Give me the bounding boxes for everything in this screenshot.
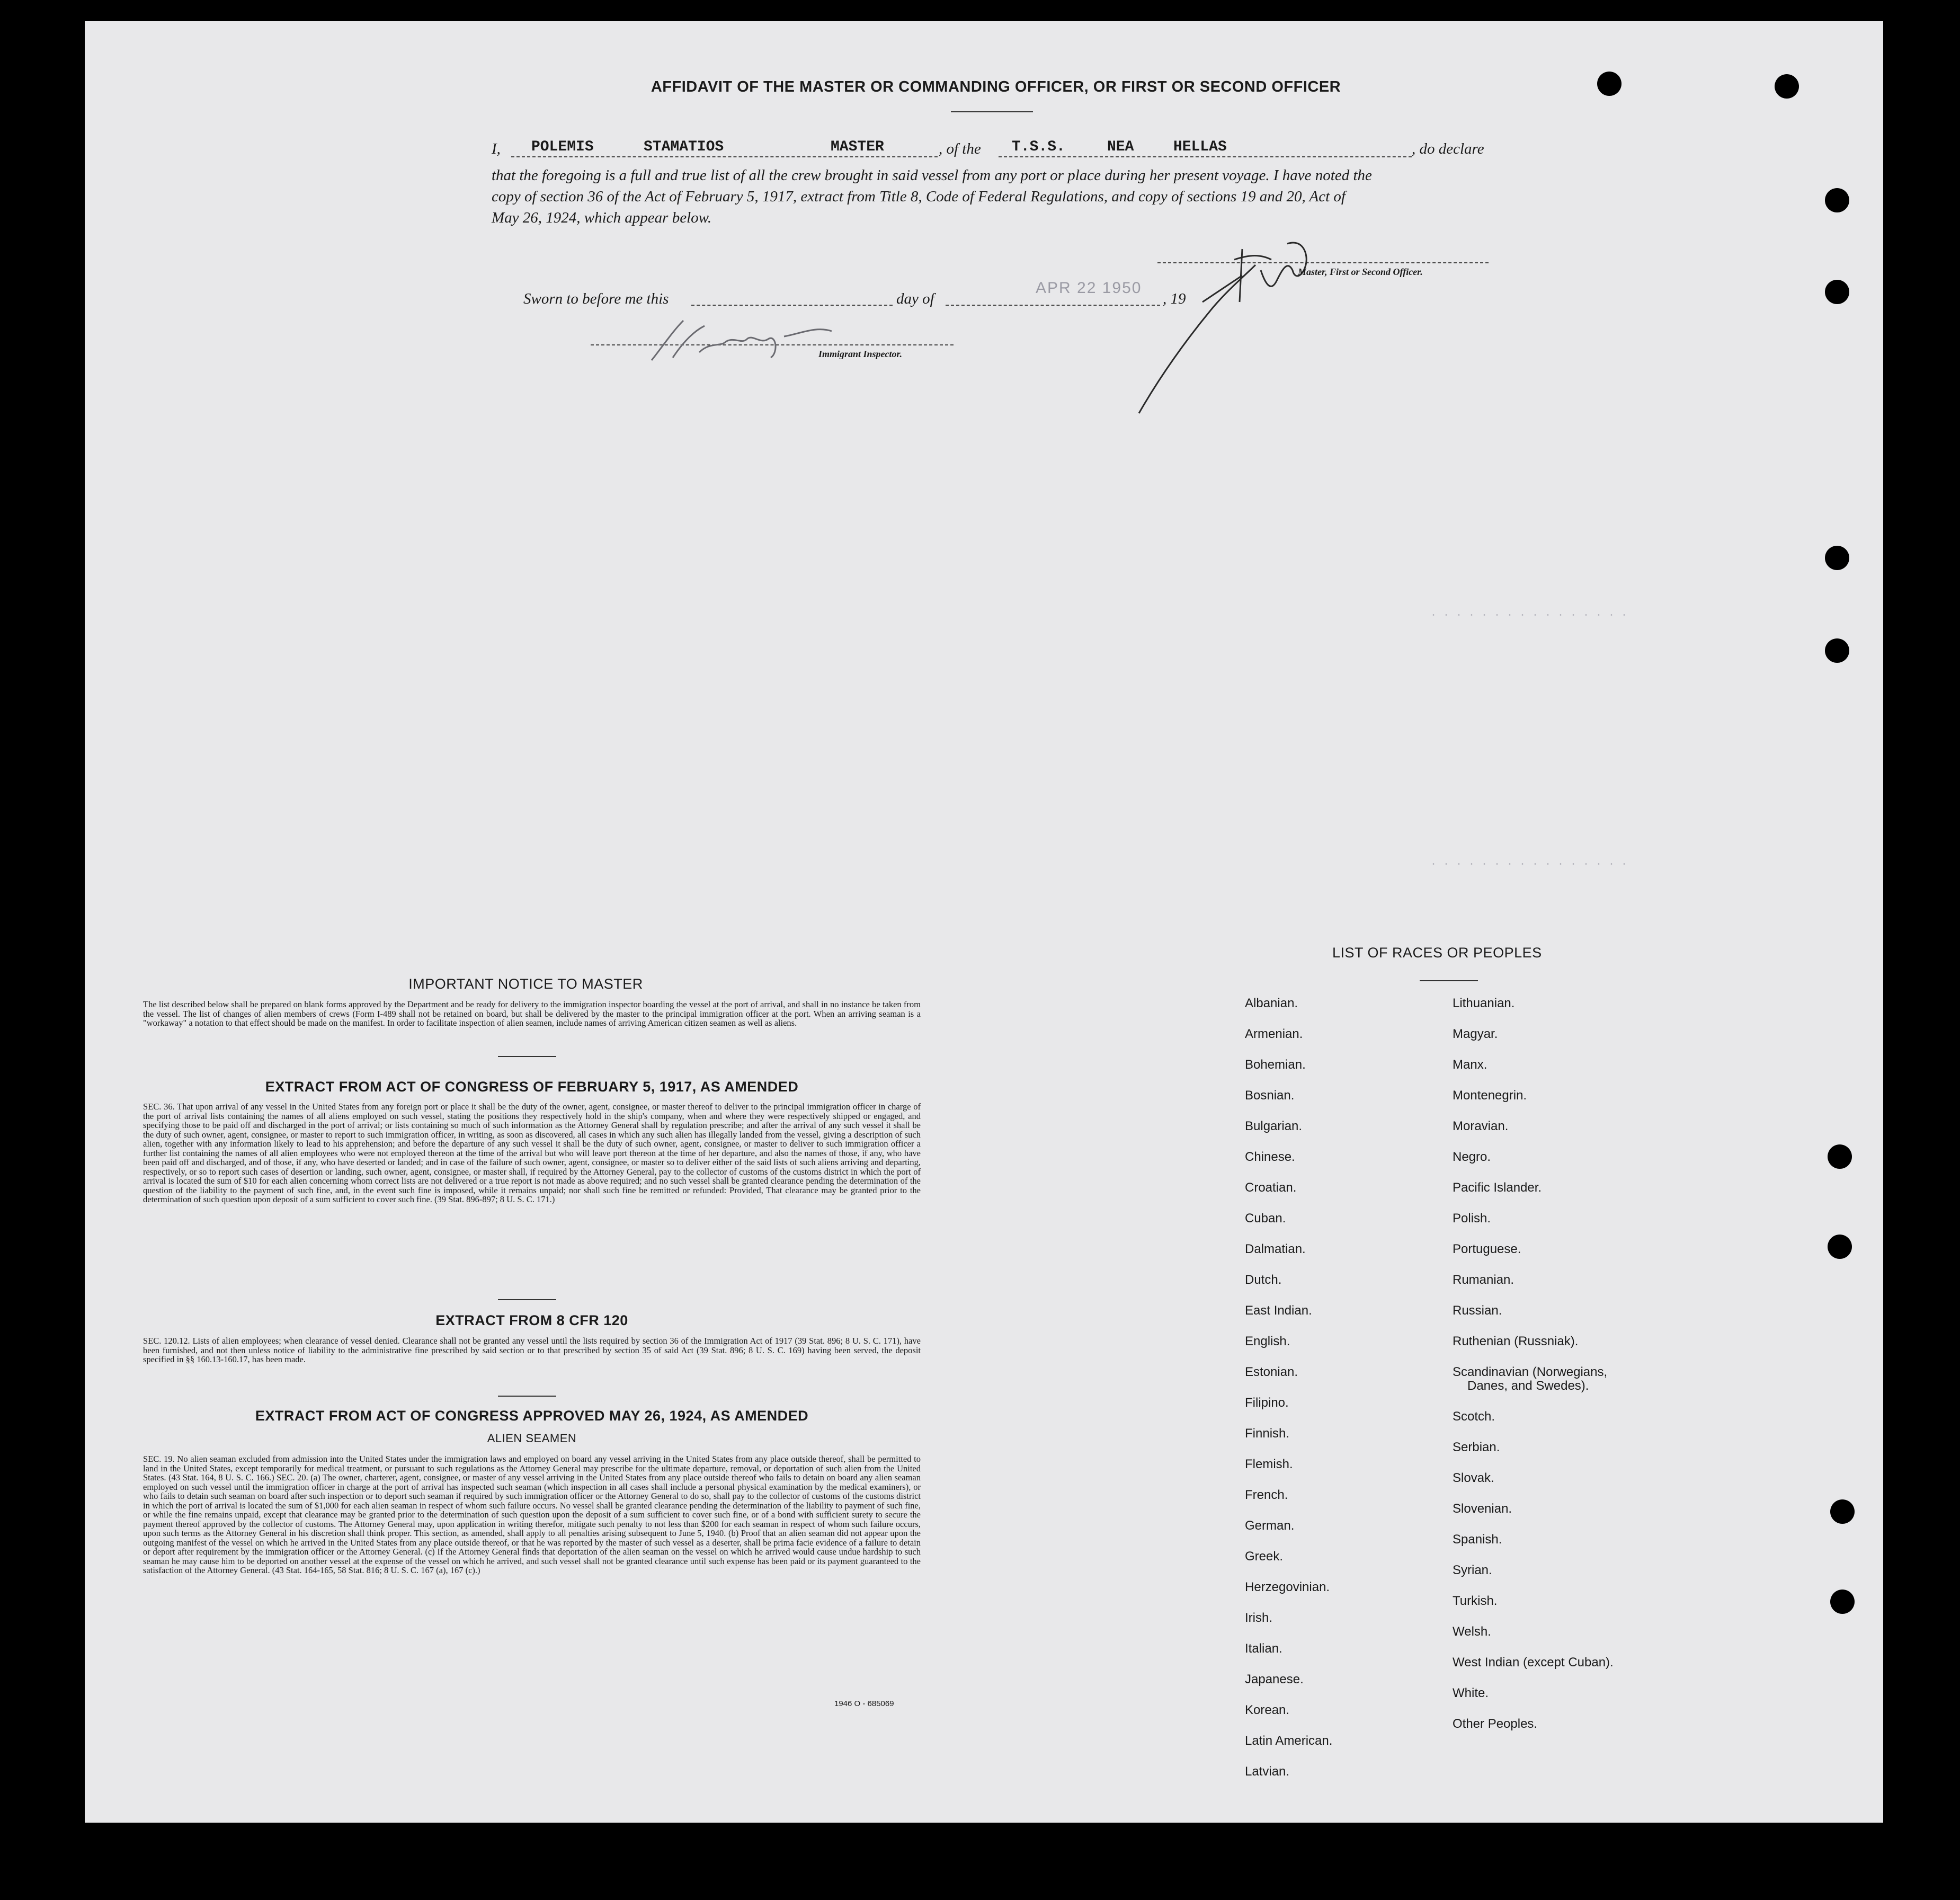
- master-name-line: [511, 156, 938, 157]
- extract-cfr-text: SEC. 120.12. Lists of alien employees; when clearance of vessel denied. Clearance shall not be granted any vessel until the lists required by section 36 of the Immigration Act of 1917 (39 Stat. 896; 8 U. S. C. 171), have been furnished, and not then unless notice of liability to the administrative fine prescribed by said section or to that prescribed by section 35 of said Act (39 Stat. 896; 8 U. S. C. 169) having been served, the deposit specified in §§ 160.13-160.17, has been made.: [143, 1336, 921, 1364]
- race-item: English.: [1245, 1334, 1290, 1348]
- punch-hole: [1597, 72, 1622, 96]
- punch-hole: [1825, 188, 1849, 212]
- extract-1917-text: SEC. 36. That upon arrival of any vessel in the United States from any foreign port or place it shall be the duty of the owner, agent, consignee, or master thereof to deliver to the principal immigration officer in charge of the port of arrival lists containing the names of all aliens employed on such vessel, stating the positions they respectively hold in the ship's company, when and where they were respectively shipped or engaged, and specifying those to be paid off and discharged in the port of arrival; or lists containing so much of such information as the Attorney General shall by regulation prescribe; and after the arrival of any such vessel it shall be the duty of such owner, agent, consignee, or master to report to such immigration officer, in writing, as soon as discovered, all cases in which any such alien has illegally landed from the vessel, giving a description of such alien, together with any information likely to lead to his apprehension; and before the departure of any such vessel it shall be the duty of such owner, agent, consignee, or master to deliver to such immigration officer a further list containing the names of all alien employees who were not employed thereon at the time of the arrival but who will leave port thereon at the time of her departure, and also the names of those, if any, who have been paid off and discharged, and of those, if any, who have deserted or landed; and in case of the failure of such owner, agent, consignee, or master so to deliver either of the said lists of such aliens arriving and departing, respectively, or so to report such cases of desertion or landing, such owner, agent, consignee, or master shall, if required by the Attorney General, pay to the collector of customs of the customs district in which the port of arrival is located the sum of $10 for each alien concerning whom correct lists are not delivered or a true report is not made as above required; and no such vessel shall be granted clearance pending the determination of the question of the liability to the payment of such fine, and, in the event such fine is imposed, while it remains unpaid; nor shall such fine be remitted or refunded: Provided, That clearance may be granted prior to the determination of such question upon deposit of a sum sufficient to cover such fine. (39 Stat. 896-897; 8 U. S. C. 171.): [143, 1102, 921, 1204]
- punch-hole: [1828, 1144, 1852, 1169]
- punch-hole: [1775, 74, 1799, 99]
- extract-1917-divider: [498, 1299, 556, 1300]
- race-item: Turkish.: [1453, 1594, 1498, 1608]
- punch-hole: [1825, 280, 1849, 304]
- race-item: Magyar.: [1453, 1027, 1498, 1041]
- race-item: Italian.: [1245, 1641, 1282, 1656]
- race-item: Spanish.: [1453, 1532, 1502, 1547]
- race-item: Estonian.: [1245, 1365, 1298, 1379]
- race-item: Dutch.: [1245, 1273, 1282, 1287]
- race-item: German.: [1245, 1519, 1295, 1533]
- extract-cfr-divider: [498, 1396, 556, 1397]
- race-item: Pacific Islander.: [1453, 1180, 1542, 1195]
- race-item: Filipino.: [1245, 1396, 1289, 1410]
- extract-1924-subheading: ALIEN SEAMEN: [487, 1432, 577, 1445]
- race-item: Rumanian.: [1453, 1273, 1514, 1287]
- race-item: Slovak.: [1453, 1471, 1494, 1485]
- race-item: Syrian.: [1453, 1563, 1492, 1577]
- of-the-label: , of the: [939, 140, 981, 157]
- race-item: Welsh.: [1453, 1624, 1491, 1639]
- race-item: Other Peoples.: [1453, 1717, 1538, 1731]
- declaration-body-line3: May 26, 1924, which appear below.: [492, 209, 712, 226]
- inspector-signature: [641, 310, 853, 374]
- punch-hole: [1830, 1499, 1855, 1524]
- master-name-first: POLEMIS: [531, 139, 594, 155]
- race-item: Serbian.: [1453, 1440, 1500, 1454]
- vessel-name-second: HELLAS: [1173, 139, 1227, 155]
- day-of-label: day of: [896, 290, 934, 307]
- race-item: Moravian.: [1453, 1119, 1509, 1133]
- race-item: Herzegovinian.: [1245, 1580, 1330, 1594]
- race-item: Portuguese.: [1453, 1242, 1521, 1256]
- master-name-second: STAMATIOS: [644, 139, 724, 155]
- notice-divider: [498, 1056, 556, 1057]
- inspector-caption: Immigrant Inspector.: [818, 349, 903, 359]
- races-divider: [1420, 980, 1478, 981]
- punch-hole: [1825, 638, 1849, 663]
- declaration-body-line2: copy of section 36 of the Act of February 5, 1917, extract from Title 8, Code of Federal Regulations, and copy of sections 19 and 20, Act of: [492, 188, 1346, 205]
- race-item: Russian.: [1453, 1303, 1502, 1318]
- master-rank: MASTER: [831, 139, 884, 155]
- race-item: West Indian (except Cuban).: [1453, 1655, 1614, 1670]
- year-label: , 19: [1163, 290, 1186, 307]
- race-item: Scotch.: [1453, 1409, 1495, 1424]
- sworn-month-line: [946, 305, 1160, 306]
- notice-heading: IMPORTANT NOTICE TO MASTER: [408, 976, 643, 992]
- race-item: Lithuanian.: [1453, 996, 1515, 1010]
- extract-1917-heading: EXTRACT FROM ACT OF CONGRESS OF FEBRUARY 5, 1917, AS AMENDED: [265, 1079, 799, 1095]
- race-item: Bulgarian.: [1245, 1119, 1303, 1133]
- master-signature-caption: Master, First or Second Officer.: [1298, 267, 1423, 277]
- print-code: 1946 O - 685069: [834, 1699, 894, 1708]
- sworn-label: Sworn to before me this: [523, 290, 669, 307]
- race-item: Slovenian.: [1453, 1502, 1512, 1516]
- race-item: East Indian.: [1245, 1303, 1312, 1318]
- master-signature: [1128, 201, 1351, 424]
- race-item: Bosnian.: [1245, 1088, 1295, 1103]
- race-item: Dalmatian.: [1245, 1242, 1306, 1256]
- race-item: Chinese.: [1245, 1150, 1295, 1164]
- date-stamp: APR 22 1950: [1036, 279, 1142, 297]
- race-item: Japanese.: [1245, 1672, 1304, 1686]
- race-item: Negro.: [1453, 1150, 1491, 1164]
- vessel-prefix: T.S.S.: [1012, 139, 1065, 155]
- races-heading: LIST OF RACES OR PEOPLES: [1332, 945, 1542, 961]
- extract-1924-text: SEC. 19. No alien seaman excluded from admission into the United States under the immigration laws and employed on board any vessel arriving in the United States from any place outside thereof, shall be permitted to land in the United States, except temporarily for medical treatment, or pursuant to such regulations as the Attorney General may prescribe for the ultimate departure, removal, or deportation of such alien from the United States. (43 Stat. 164, 8 U. S. C. 166.) SEC. 20. (a) The owner, charterer, agent, consignee, or master of any vessel arriving in the United States from any place outside thereof who fails to detain on board any alien seaman employed on such vessel until the immigration officer in charge at the port of arrival has inspected such seaman (which inspection in all cases shall include a personal physical examination by the medical examiners), or who fails to detain such seaman on board after such inspection or to deport such seaman if required by such immigration officer or the Attorney General to do so, shall pay to the collector of customs of the customs district in which the port of arrival is located the sum of $1,000 for each alien seaman in respect of whom such failure occurs. No vessel shall be granted clearance pending the determination of the liability to payment of such fine, or while the fine remains unpaid, except that clearance may be granted prior to the determination of such question upon the deposit of a sum sufficient to cover such fine, or of a bond with sufficient surety to secure the payment thereof approved by the collector of customs. The Attorney General may, upon application in writing therefor, mitigate such penalty to not less than $200 for each seaman in respect of whom such failure occurs, upon such terms as the Attorney General in his discretion shall think proper. This section, as amended, shall apply to all penalties arising subsequent to June 5, 1940. (b) Proof that an alien seaman did not appear upon the outgoing manifest of the vessel on which he arrived in the United States from any place outside thereof, or that he was reported by the master of such vessel as a deserter, shall be prima facie evidence of a failure to detain or deport after requirement by the immigration officer or the Attorney General. (c) If the Attorney General finds that deportation of the alien seaman on the vessel on which he arrived would cause undue hardship to such seaman he may cause him to be deported on another vessel at the expense of the vessel on which he arrived, and such vessel shall not be granted clearance until such expense has been paid or its payment guaranteed to the satisfaction of the Attorney General. (43 Stat. 164-165, 58 Stat. 816; 8 U. S. C. 167 (a), 167 (c).): [143, 1454, 921, 1575]
- race-item: Manx.: [1453, 1058, 1487, 1072]
- race-item: Cuban.: [1245, 1211, 1286, 1226]
- race-item: Ruthenian (Russniak).: [1453, 1334, 1579, 1348]
- vessel-name-first: NEA: [1107, 139, 1134, 155]
- declare-label: , do declare: [1412, 140, 1484, 157]
- declaration-body-line1: that the foregoing is a full and true list of all the crew brought in said vessel from any port or place during her present voyage. I have noted the: [492, 167, 1372, 184]
- bleed-through-text: · · · · · · · · · · · · · · · ·: [1430, 609, 1628, 622]
- punch-hole: [1825, 546, 1849, 570]
- race-item: Finnish.: [1245, 1426, 1290, 1441]
- vessel-name-line: [999, 156, 1412, 157]
- declaration-i-label: I,: [492, 140, 501, 157]
- race-item: Montenegrin.: [1453, 1088, 1527, 1103]
- race-item: French.: [1245, 1488, 1288, 1502]
- race-item: Croatian.: [1245, 1180, 1297, 1195]
- race-item: Polish.: [1453, 1211, 1491, 1226]
- race-item: White.: [1453, 1686, 1489, 1700]
- extract-1924-heading: EXTRACT FROM ACT OF CONGRESS APPROVED MAY 26, 1924, AS AMENDED: [255, 1408, 809, 1424]
- affidavit-title: AFFIDAVIT OF THE MASTER OR COMMANDING OFFICER, OR FIRST OR SECOND OFFICER: [651, 78, 1341, 95]
- race-item: Greek.: [1245, 1549, 1284, 1564]
- race-item: Bohemian.: [1245, 1058, 1306, 1072]
- race-item: Flemish.: [1245, 1457, 1293, 1471]
- race-item: Scandinavian (Norwegians,: [1453, 1365, 1608, 1379]
- race-item: Irish.: [1245, 1611, 1273, 1625]
- race-item: Latvian.: [1245, 1764, 1290, 1779]
- sworn-day-line: [691, 305, 893, 306]
- race-item: Danes, and Swedes).: [1467, 1379, 1589, 1393]
- race-item: Korean.: [1245, 1703, 1290, 1717]
- race-item: Latin American.: [1245, 1734, 1333, 1748]
- race-item: Armenian.: [1245, 1027, 1303, 1041]
- bleed-through-text: · · · · · · · · · · · · · · · ·: [1430, 858, 1628, 871]
- punch-hole: [1828, 1235, 1852, 1259]
- extract-cfr-heading: EXTRACT FROM 8 CFR 120: [435, 1312, 628, 1328]
- title-underline: [951, 111, 1033, 112]
- notice-text: The list described below shall be prepared on blank forms approved by the Department and be ready for delivery to the immigration inspector boarding the vessel at the port of arrival, and shall in no instance be taken from the vessel. The list of changes of alien members of crews (Form I-489 shall not be retained on board, but shall be delivered by the master to the principal immigration officer at the port. When an arriving seaman is a "workaway" a notation to that effect should be made on the manifest. In order to facilitate inspection of alien seamen, include names of arriving American citizen seamen as well as aliens.: [143, 999, 921, 1028]
- race-item: Albanian.: [1245, 996, 1298, 1010]
- punch-hole: [1830, 1590, 1855, 1614]
